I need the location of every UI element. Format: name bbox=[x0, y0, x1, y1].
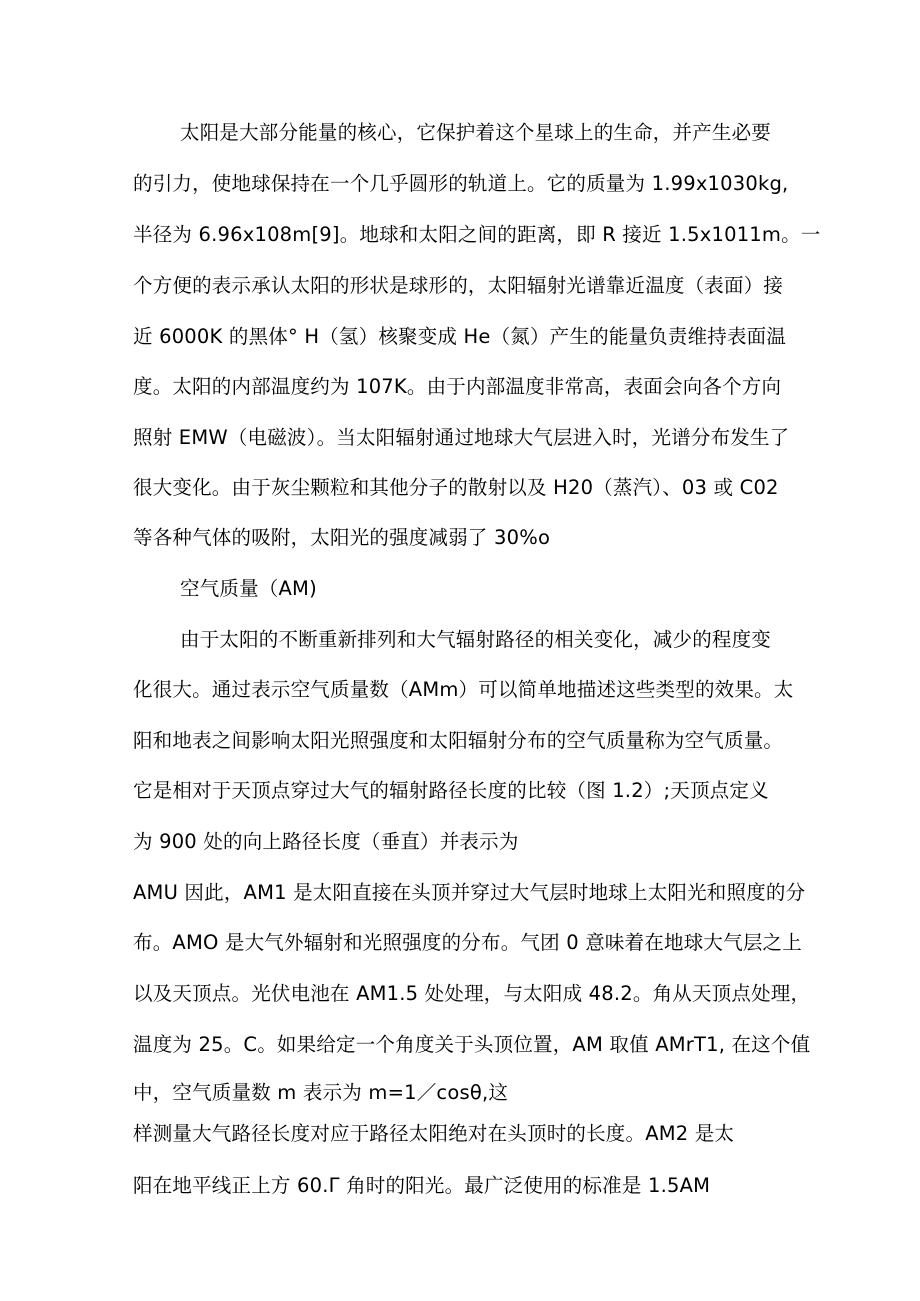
text-line: 照射 EMW（电磁波）。当太阳辐射通过地球大气层进入时，光谱分布发生了 bbox=[133, 426, 790, 449]
text-line: 样测量大气路径长度对应于路径太阳绝对在头顶时的长度。AM2 是太 bbox=[133, 1122, 735, 1145]
text-line: 等各种气体的吸附，太阳光的强度减弱了 30%o bbox=[133, 526, 551, 549]
text-line: 为 900 处的向上路径长度（垂直）并表示为 bbox=[133, 830, 519, 853]
section-heading: 空气质量（AM) bbox=[180, 577, 317, 600]
text-line: 半径为 6.96x108m[9]。地球和太阳之间的距离，即 R 接近 1.5x1011m。一 bbox=[133, 223, 821, 246]
text-line: 的引力，使地球保持在一个几乎圆形的轨道上。它的质量为 1.99x1030kg, bbox=[133, 172, 789, 195]
text-line: 以及天顶点。光伏电池在 AM1.5 处处理，与太阳成 48.2。角从天顶点处理， bbox=[133, 982, 811, 1005]
text-line: 布。AMO 是大气外辐射和光照强度的分布。气团 0 意味着在地球大气层之上 bbox=[133, 931, 802, 954]
text-line: 个方便的表示承认太阳的形状是球形的，太阳辐射光谱靠近温度（表面）接 bbox=[133, 274, 784, 297]
text-line: 近 6000K 的黑体° H（氢）核聚变成 He（氮）产生的能量负责维持表面温 bbox=[133, 325, 787, 348]
text-line: 由于太阳的不断重新排列和大气辐射路径的相关变化，减少的程度变 bbox=[180, 628, 772, 651]
text-line: AMU 因此，AM1 是太阳直接在头顶并穿过大气层时地球上太阳光和照度的分 bbox=[133, 881, 806, 904]
text-line: 中，空气质量数 m 表示为 m=1／cosθ,这 bbox=[133, 1081, 509, 1104]
text-line: 阳和地表之间影响太阳光照强度和太阳辐射分布的空气质量称为空气质量。 bbox=[133, 729, 784, 752]
text-line: 化很大。通过表示空气质量数（AMm）可以简单地描述这些类型的效果。太 bbox=[133, 678, 794, 701]
text-line: 阳在地平线正上方 60.Γ 角时的阳光。最广泛使用的标准是 1.5AM bbox=[133, 1174, 711, 1197]
text-line: 很大变化。由于灰尘颗粒和其他分子的散射以及 H20（蒸汽）、03 或 C02 bbox=[133, 476, 779, 499]
text-line: 它是相对于天顶点穿过大气的辐射路径长度的比较（图 1.2）;天顶点定义 bbox=[133, 779, 769, 802]
text-line: 温度为 25。C。如果给定一个角度关于头顶位置，AM 取值 AMrT1, 在这个值 bbox=[133, 1033, 811, 1056]
text-line: 太阳是大部分能量的核心，它保护着这个星球上的生命，并产生必要 bbox=[180, 121, 772, 144]
text-line: 度。太阳的内部温度约为 107K。由于内部温度非常高，表面会向各个方向 bbox=[133, 375, 782, 398]
